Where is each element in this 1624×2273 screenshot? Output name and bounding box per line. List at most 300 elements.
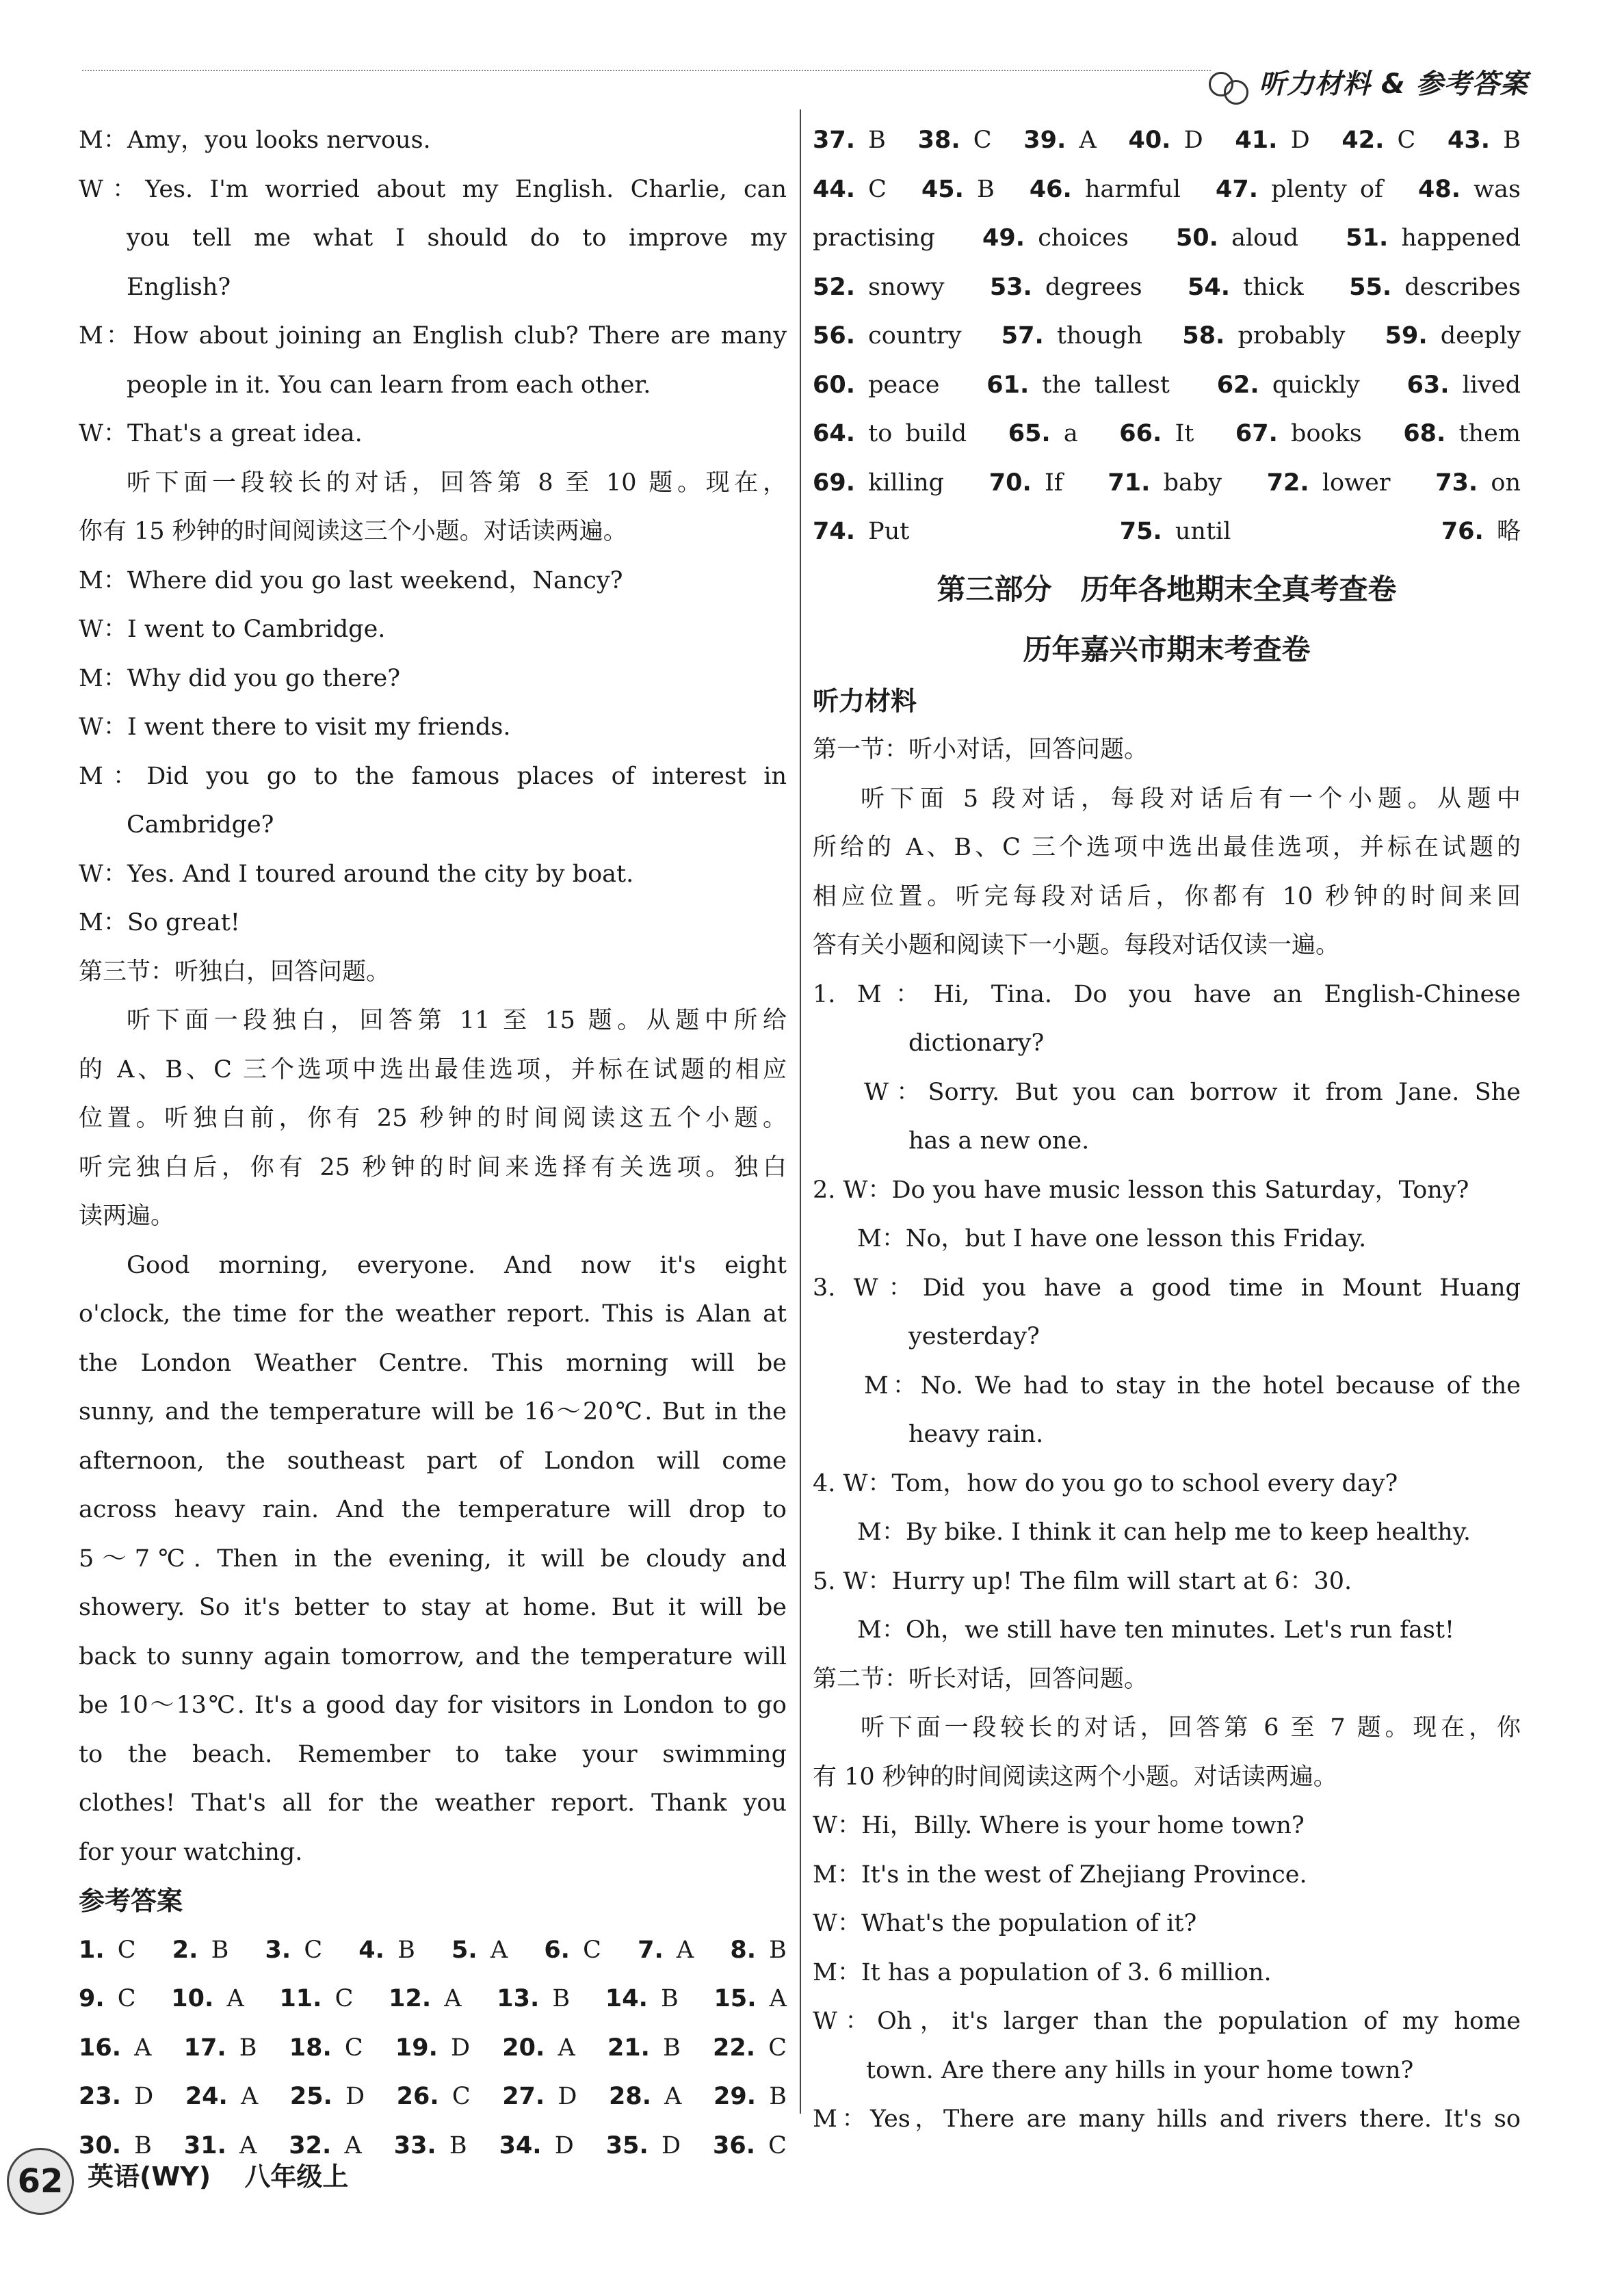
answer-number: 17. (183, 2034, 226, 2062)
answer-number: 27. (502, 2083, 545, 2110)
answer-value: probably (1237, 322, 1346, 350)
answer-number: 45. (921, 175, 964, 203)
monologue-line: Good morning, everyone. And now it's eight (127, 1251, 787, 1279)
instruction-line: 答有关小题和阅读下一小题。每段对话仅读一遍。 (813, 932, 1340, 959)
dialogue-line: M：Oh，we still have ten minutes. Let's run fast! (857, 1616, 1455, 1644)
answer-value: A (240, 2083, 259, 2110)
dialogue-line: dictionary? (908, 1029, 1045, 1057)
answer-value: B (769, 2083, 787, 2110)
answer-value: choices (1038, 224, 1129, 252)
answer-number: 47. (1216, 175, 1259, 203)
answer-item (1435, 459, 1521, 508)
answer-item (713, 2024, 787, 2073)
dialogue-line: yesterday? (908, 1323, 1040, 1350)
answer-value: A (444, 1985, 462, 2012)
answer-item (184, 2024, 257, 2073)
dialogue-line: 3. W：Did you have a good time in Mount Huang (813, 1274, 1521, 1302)
answer-item (502, 2024, 575, 2073)
listening-heading: 听力材料 (813, 685, 917, 716)
answer-value: C (768, 2034, 787, 2062)
answer-value: D (451, 2034, 471, 2062)
answer-item (544, 1926, 601, 1975)
answer-item (358, 1926, 415, 1975)
answer-value: A (239, 2131, 257, 2159)
answer-value: C (335, 1985, 354, 2012)
page-number: 62 (7, 2148, 74, 2215)
dialogue-line: people in it. You can learn from each other. (127, 371, 651, 399)
answer-value: B (134, 2131, 152, 2159)
answer-item (1188, 263, 1304, 313)
answer-value: If (1044, 469, 1063, 497)
instruction-line: 有 10 秒钟的时间阅读这两个小题。对话读两遍。 (813, 1763, 1337, 1791)
answer-number: 21. (607, 2034, 650, 2062)
answer-number: 1. (79, 1936, 105, 1964)
answer-item (451, 1926, 508, 1975)
answer-item (1108, 459, 1222, 508)
answer-value: practising (813, 224, 935, 252)
answer-number: 2. (172, 1936, 198, 1964)
answer-item (172, 1926, 229, 1975)
section-heading: 第三节：听独白，回答问题。 (79, 958, 391, 986)
dialogue-line: M：Yes，There are many hills and rivers there. It's so (813, 2105, 1521, 2133)
answer-value: a (1063, 420, 1078, 447)
answer-item (1385, 312, 1521, 361)
answer-value: A (344, 2131, 362, 2159)
answer-value: on (1491, 469, 1521, 497)
answer-item (397, 2073, 471, 2122)
answer-item (713, 2122, 787, 2171)
answer-row (79, 2024, 787, 2073)
answer-value: B (449, 2131, 467, 2159)
header-rule (82, 70, 1211, 71)
answer-item (813, 459, 944, 508)
answer-item (921, 166, 995, 215)
answer-item (395, 2024, 470, 2073)
dialogue-line: M：No. We had to stay in the hotel because of the (864, 1371, 1521, 1400)
answer-number: 6. (544, 1936, 570, 1964)
answer-item (1235, 116, 1309, 166)
answer-value: D (558, 2083, 577, 2110)
answer-row (79, 2073, 787, 2122)
answer-item (1346, 214, 1521, 263)
answer-number: 33. (393, 2131, 436, 2159)
answer-number: 56. (813, 322, 856, 350)
dialogue-line: W：What's the population of it? (813, 1910, 1197, 1937)
dialogue-line: town. Are there any hills in your home town? (866, 2056, 1414, 2084)
answer-number: 72. (1266, 469, 1309, 497)
answer-value: harmful (1084, 175, 1181, 203)
dialogue-line: English? (127, 273, 231, 301)
answer-number: 13. (497, 1985, 540, 2012)
answer-item (813, 214, 935, 263)
answer-item (713, 1975, 786, 2024)
answer-item (389, 1975, 461, 2024)
answer-number: 41. (1235, 127, 1278, 154)
answer-item (813, 166, 887, 215)
answer-number: 32. (289, 2131, 332, 2159)
answer-value: though (1056, 322, 1143, 350)
instruction-line: 你有 15 秒钟的时间阅读这三个小题。对话读两遍。 (79, 518, 627, 545)
dialogue-line: W：Hi，Billy. Where is your home town? (813, 1812, 1305, 1839)
answer-number: 62. (1216, 371, 1259, 399)
answer-item (1217, 361, 1360, 410)
answer-row (813, 459, 1521, 508)
answer-number: 58. (1182, 322, 1225, 350)
answer-number: 49. (982, 224, 1025, 252)
answer-item (607, 2024, 681, 2073)
instruction-line: 相应位置。听完每段对话后，你都有 10 秒钟的时间来回 (813, 882, 1521, 910)
dialogue-line: 1. M：Hi, Tina. Do you have an English-Chinese (813, 980, 1521, 1008)
answer-value: C (973, 127, 992, 154)
answer-item (290, 2073, 365, 2122)
answer-item (289, 2024, 363, 2073)
answer-number: 9. (79, 1985, 105, 2012)
answer-row (813, 166, 1521, 215)
answer-item (171, 1975, 244, 2024)
answer-number: 69. (813, 469, 856, 497)
answer-item (813, 263, 944, 313)
instruction-line: 所给的 A、B、C 三个选项中选出最佳选项，并标在试题的 (813, 834, 1521, 861)
answer-number: 18. (289, 2034, 332, 2062)
answer-value: degrees (1045, 273, 1142, 301)
answer-item (1001, 312, 1142, 361)
answer-number: 57. (1001, 322, 1044, 350)
answer-item (1441, 508, 1521, 557)
answer-item (279, 1975, 353, 2024)
monologue-line: back to sunny again tomorrow, and the temperature will (79, 1642, 787, 1670)
answer-value: C (451, 2083, 471, 2110)
answer-value: to build (868, 420, 967, 447)
instruction-line: 读两遍。 (79, 1203, 175, 1230)
answer-number: 74. (813, 518, 856, 545)
answer-number: 76. (1441, 518, 1484, 545)
answer-number: 70. (988, 469, 1032, 497)
dialogue-line: W：Oh，it's larger than the population of my home (813, 2008, 1521, 2035)
answer-number: 34. (499, 2131, 542, 2159)
answer-value: D (345, 2083, 365, 2110)
answer-number: 54. (1187, 273, 1230, 301)
answer-value: It (1175, 420, 1194, 447)
answer-value: thick (1243, 273, 1304, 301)
answer-item (813, 508, 909, 557)
answer-value: baby (1163, 469, 1222, 497)
answer-item (1418, 166, 1521, 215)
dialogue-line: W：I went there to visit my friends. (79, 713, 511, 741)
answer-item (1119, 410, 1194, 459)
answer-number: 42. (1341, 127, 1385, 154)
answer-number: 64. (813, 420, 856, 447)
answer-number: 15. (713, 1985, 757, 2012)
answer-number: 51. (1346, 224, 1389, 252)
answer-number: 24. (185, 2083, 228, 2110)
answer-item (813, 361, 939, 410)
monologue-line: across heavy rain. And the temperature will drop to (79, 1496, 787, 1523)
answer-number: 8. (730, 1936, 757, 1964)
answer-item (1216, 166, 1383, 215)
dialogue-line: M：Why did you go there? (79, 664, 401, 692)
dialogue-line: W：Yes. And I toured around the city by boat. (79, 860, 634, 888)
answer-number: 71. (1108, 469, 1151, 497)
answer-number: 53. (989, 273, 1032, 301)
answer-item (1407, 361, 1521, 410)
answer-value: C (117, 1985, 136, 2012)
dialogue-line: 4. W：Tom，how do you go to school every day? (813, 1469, 1398, 1497)
monologue-line: for your watching. (79, 1838, 303, 1866)
answer-row (813, 410, 1521, 459)
answer-item (813, 410, 967, 459)
answer-value: was (1474, 175, 1521, 203)
footer-subject: 英语(WY) (88, 2162, 211, 2192)
answer-value: C (768, 2131, 787, 2159)
answer-item (918, 116, 992, 166)
answer-value: plenty of (1271, 175, 1384, 203)
section-title: 第三部分 历年各地期末全真考查卷 (937, 572, 1397, 606)
answer-value: A (226, 1985, 244, 2012)
answer-value: them (1458, 420, 1521, 447)
answer-number: 39. (1023, 127, 1066, 154)
answer-number: 60. (813, 371, 856, 399)
answer-row (813, 312, 1521, 361)
answer-value: A (664, 2083, 682, 2110)
answer-number: 19. (395, 2034, 438, 2062)
subsection-title: 历年嘉兴市期末考查卷 (1023, 632, 1311, 666)
instruction-line: 听下面一段独白，回答第 11 至 15 题。从题中所给 (127, 1007, 787, 1034)
answer-item (1023, 116, 1096, 166)
left-column (79, 116, 787, 2170)
answer-number: 11. (279, 1985, 322, 2012)
answer-item (502, 2073, 577, 2122)
answer-value: A (558, 2034, 575, 2062)
answer-number: 16. (79, 2034, 122, 2062)
answer-number: 48. (1418, 175, 1461, 203)
answer-value: aloud (1231, 224, 1299, 252)
answer-value: lower (1322, 469, 1391, 497)
dialogue-line: M：It has a population of 3. 6 million. (813, 1958, 1272, 1986)
monologue-line: 5～7℃. Then in the evening, it will be cloudy and (79, 1545, 787, 1573)
answer-item (605, 1975, 679, 2024)
answer-item (1267, 459, 1391, 508)
answer-item (497, 1975, 570, 2024)
answer-item (638, 1926, 694, 1975)
instruction-line: 听下面一段较长的对话，回答第 8 至 10 题。现在， (127, 469, 787, 497)
answer-item (813, 312, 961, 361)
dialogue-line: M：So great! (79, 909, 240, 936)
instruction-line: 听完独白后，你有 25 秒钟的时间来选择有关选项。独白 (79, 1153, 787, 1181)
answer-number: 73. (1435, 469, 1478, 497)
answer-value: D (1290, 127, 1310, 154)
monologue-line: to the beach. Remember to take your swimming (79, 1740, 787, 1768)
answer-value: B (1503, 127, 1521, 154)
answer-number: 61. (986, 371, 1030, 399)
answer-item (813, 116, 886, 166)
answer-number: 46. (1029, 175, 1072, 203)
right-column (813, 116, 1521, 2144)
answer-value: quickly (1272, 371, 1360, 399)
answer-number: 25. (289, 2083, 332, 2110)
answer-item (79, 1975, 136, 2024)
answer-key (813, 116, 1521, 557)
answer-item (1128, 116, 1203, 166)
answer-number: 23. (79, 2083, 122, 2110)
answers-heading: 参考答案 (79, 1886, 183, 1916)
answer-item (265, 1926, 323, 1975)
answer-value: B (397, 1936, 415, 1964)
answer-item (609, 2073, 681, 2122)
answer-value: until (1175, 518, 1231, 545)
rings-icon (1207, 65, 1255, 106)
answer-item (1448, 116, 1521, 166)
answer-row (813, 508, 1521, 557)
answer-number: 14. (605, 1985, 648, 2012)
answer-value: C (304, 1936, 323, 1964)
answer-number: 59. (1385, 322, 1428, 350)
answer-value: lived (1462, 371, 1521, 399)
answer-number: 68. (1403, 420, 1446, 447)
answer-number: 5. (451, 1936, 477, 1964)
answer-number: 50. (1175, 224, 1218, 252)
answer-item (79, 2024, 151, 2073)
answer-value: C (583, 1936, 601, 1964)
instruction-line: 位置。听独白前，你有 25 秒钟的时间阅读这五个小题。 (79, 1105, 787, 1132)
answer-item (606, 2122, 681, 2171)
answer-value: B (977, 175, 995, 203)
answer-number: 55. (1349, 273, 1392, 301)
answer-item (1349, 263, 1521, 313)
dialogue-line: W：Sorry. But you can borrow it from Jane. She (864, 1078, 1521, 1106)
answer-value: B (661, 1985, 679, 2012)
answer-number: 28. (609, 2083, 652, 2110)
answer-item (1008, 410, 1078, 459)
answer-row (813, 214, 1521, 263)
dialogue-line: M：How about joining an English club? There are many (79, 322, 787, 350)
answer-value: A (769, 1985, 787, 2012)
page-footer (7, 2148, 486, 2209)
dialogue-line: M：Where did you go last weekend，Nancy? (79, 566, 623, 594)
column-divider (800, 109, 801, 2114)
dialogue-line: W：Yes. I'm worried about my English. Charlie, can (79, 175, 787, 203)
answer-value: C (344, 2034, 363, 2062)
answer-value: B (769, 1936, 787, 1964)
footer-label (88, 2156, 373, 2197)
answer-number: 7. (638, 1936, 664, 1964)
answer-value: books (1291, 420, 1362, 447)
answer-row (813, 263, 1521, 313)
dialogue-line: M：By bike. I think it can help me to keep healthy. (857, 1519, 1471, 1546)
dialogue-line: 5. W：Hurry up! The film will start at 6：30. (813, 1567, 1352, 1595)
answer-number: 65. (1008, 420, 1051, 447)
section-heading: 第一节：听小对话，回答问题。 (813, 736, 1149, 763)
answer-value: the tallest (1042, 371, 1170, 399)
answer-value: A (676, 1936, 694, 1964)
answer-item (989, 459, 1063, 508)
answer-value: 略 (1496, 518, 1521, 545)
answer-value: C (868, 175, 887, 203)
answer-value: happened (1401, 224, 1521, 252)
answer-number: 3. (265, 1936, 291, 1964)
answer-value: describes (1404, 273, 1521, 301)
answer-number: 20. (502, 2034, 545, 2062)
monologue-line: sunny, and the temperature will be 16～20℃. But in the (79, 1398, 787, 1425)
answer-value: deeply (1440, 322, 1521, 350)
answer-item (79, 1926, 136, 1975)
section-heading: 第二节：听长对话，回答问题。 (813, 1665, 1149, 1693)
answer-number: 31. (183, 2131, 226, 2159)
answer-value: B (868, 127, 886, 154)
answer-item (730, 1926, 787, 1975)
answer-item (79, 2073, 153, 2122)
answer-item (185, 2073, 258, 2122)
dialogue-line: M：Did you go to the famous places of interest in (79, 762, 787, 790)
answer-number: 22. (713, 2034, 756, 2062)
answer-row (813, 361, 1521, 410)
monologue-line: the London Weather Centre. This morning will be (79, 1349, 787, 1377)
answer-item (499, 2122, 574, 2171)
answer-value: B (239, 2034, 257, 2062)
answer-number: 63. (1406, 371, 1450, 399)
answer-item (986, 361, 1170, 410)
answer-item (1030, 166, 1181, 215)
answer-value: C (117, 1936, 136, 1964)
answer-item (1403, 410, 1521, 459)
dialogue-line: W：I went to Cambridge. (79, 616, 386, 643)
dialogue-line: heavy rain. (908, 1421, 1044, 1448)
answer-number: 52. (813, 273, 856, 301)
answer-number: 10. (171, 1985, 214, 2012)
dialogue-line: W：That's a great idea. (79, 420, 363, 447)
answer-number: 12. (389, 1985, 432, 2012)
answer-number: 4. (358, 1936, 384, 1964)
answer-value: D (554, 2131, 574, 2159)
monologue-line: o'clock, the time for the weather report. This is Alan at (79, 1300, 787, 1328)
answer-number: 67. (1235, 420, 1278, 447)
monologue-line: clothes! That's all for the weather report. Thank you (79, 1789, 787, 1817)
instruction-line: 听下面 5 段对话，每段对话后有一个小题。从题中 (861, 785, 1521, 813)
answer-value: killing (868, 469, 945, 497)
dialogue-line: has a new one. (908, 1127, 1090, 1155)
footer-grade: 八年级上 (244, 2162, 349, 2192)
answer-row (79, 1926, 787, 1975)
dialogue-line: you tell me what I should do to improve my (127, 224, 787, 252)
dialogue-line: M：No，but I have one lesson this Friday. (857, 1225, 1367, 1252)
answer-number: 30. (79, 2131, 122, 2159)
answer-key (79, 1926, 787, 2171)
answer-item (1182, 312, 1345, 361)
answer-number: 29. (713, 2083, 757, 2110)
answer-value: B (211, 1936, 229, 1964)
answer-value: D (1183, 127, 1203, 154)
answer-number: 40. (1128, 127, 1171, 154)
answer-item (1120, 508, 1231, 557)
answer-value: Put (868, 518, 910, 545)
monologue-line: afternoon, the southeast part of London will come (79, 1447, 787, 1475)
answer-number: 44. (813, 175, 856, 203)
instruction-line: 的 A、B、C 三个选项中选出最佳选项，并标在试题的相应 (79, 1055, 787, 1083)
dialogue-line: M：It's in the west of Zhejiang Province. (813, 1861, 1307, 1889)
answer-number: 38. (917, 127, 960, 154)
dialogue-line: 2. W：Do you have music lesson this Saturday，Tony? (813, 1176, 1469, 1204)
dialogue-line: M：Amy，you looks nervous. (79, 127, 431, 154)
answer-number: 66. (1119, 420, 1162, 447)
monologue-line: showery. So it's better to stay at home. But it will be (79, 1594, 787, 1621)
answer-value: country (868, 322, 962, 350)
answer-number: 75. (1119, 518, 1162, 545)
answer-number: 37. (813, 127, 856, 154)
monologue-line: be 10～13℃. It's a good day for visitors in London to go (79, 1692, 787, 1719)
answer-item (982, 214, 1129, 263)
answer-number: 43. (1448, 127, 1491, 154)
answer-item (1176, 214, 1298, 263)
header-title: 听力材料 & 参考答案 (1259, 68, 1528, 100)
